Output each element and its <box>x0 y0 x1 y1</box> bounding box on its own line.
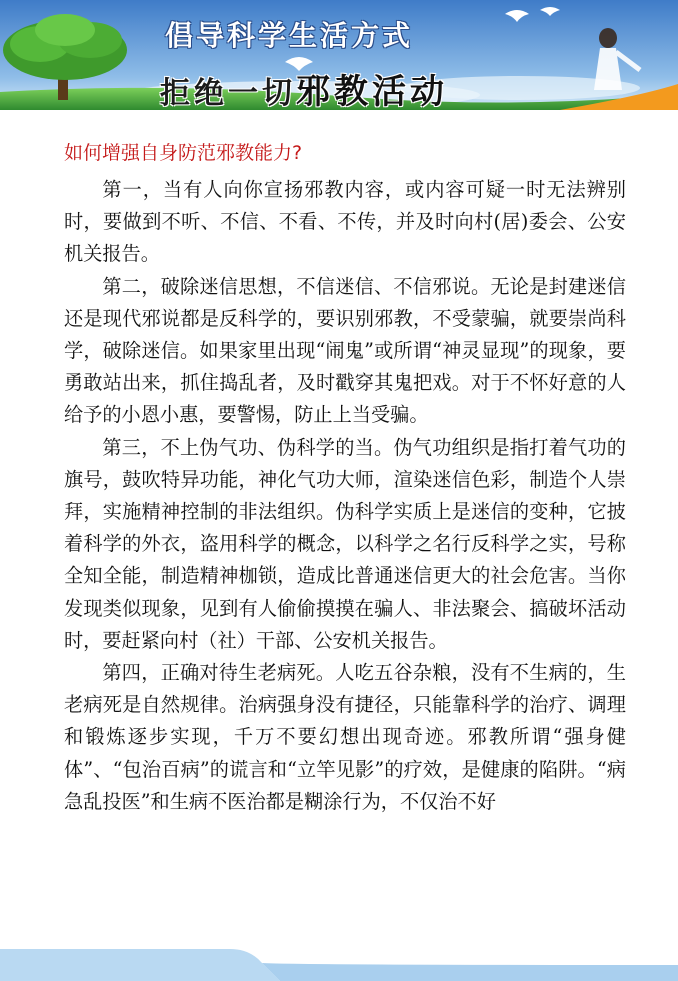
banner-headline-bottom-a: 拒绝一切 <box>160 76 296 110</box>
article-paragraph-4: 第四，正确对待生老病死。人吃五谷杂粮，没有不生病的，生老病死是自然规律。治病强身没有捷径，只能靠科学的治疗、调理和锻炼逐步实现，千万不要幻想出现奇迹。邪教所谓“强身健体”、“包治百病”的谎言和“立竿见影”的疗效，是健康的陷阱。“病急乱投医”和生病不医治都是糊涂行为，不仅治不好 <box>64 661 626 813</box>
header-banner <box>0 0 678 110</box>
article-paragraph-1: 第一，当有人向你宣扬邪教内容，或内容可疑一时无法辨别时，要做到不听、不信、不看、不传，并及时向村(居)委会、公安机关报告。 <box>64 178 626 266</box>
article-paragraph-2: 第二，破除迷信思想，不信迷信、不信邪说。无论是封建迷信还是现代邪说都是反科学的，要识别邪教，不受蒙骗，就要崇尚科学，破除迷信。如果家里出现“闹鬼”或所谓“神灵显现”的现象，要勇敢站出来，抓住捣乱者，及时戳穿其鬼把戏。对于不怀好意的人给予的小恩小惠，要警惕，防止上当受骗。 <box>64 274 626 427</box>
banner-headline-bottom-b: 邪教活动 <box>296 72 448 110</box>
article-paragraph-3: 第三，不上伪气功、伪科学的当。伪气功组织是指打着气功的旗号，鼓吹特异功能，神化气功大师，渲染迷信色彩，制造个人崇拜，实施精神控制的非法组织。伪科学实质上是迷信的变种，它披着科学的外衣，盗用科学的概念，以科学之名行反科学之实，号称全知全能，制造精神枷锁，造成比普通迷信更大的社会危害。当你发现类似现象，见到有人偷偷摸摸在骗人、非法聚会、搞破坏活动时，要赶紧向村（社）干部、公安机关报告。 <box>64 435 626 652</box>
banner-headline-top: 倡导科学生活方式 <box>165 19 414 52</box>
article-question-heading: 如何增强自身防范邪教能力? <box>64 142 303 164</box>
footer-decoration <box>0 943 678 981</box>
banner-headline-bottom <box>160 64 580 110</box>
article-body <box>64 138 626 818</box>
